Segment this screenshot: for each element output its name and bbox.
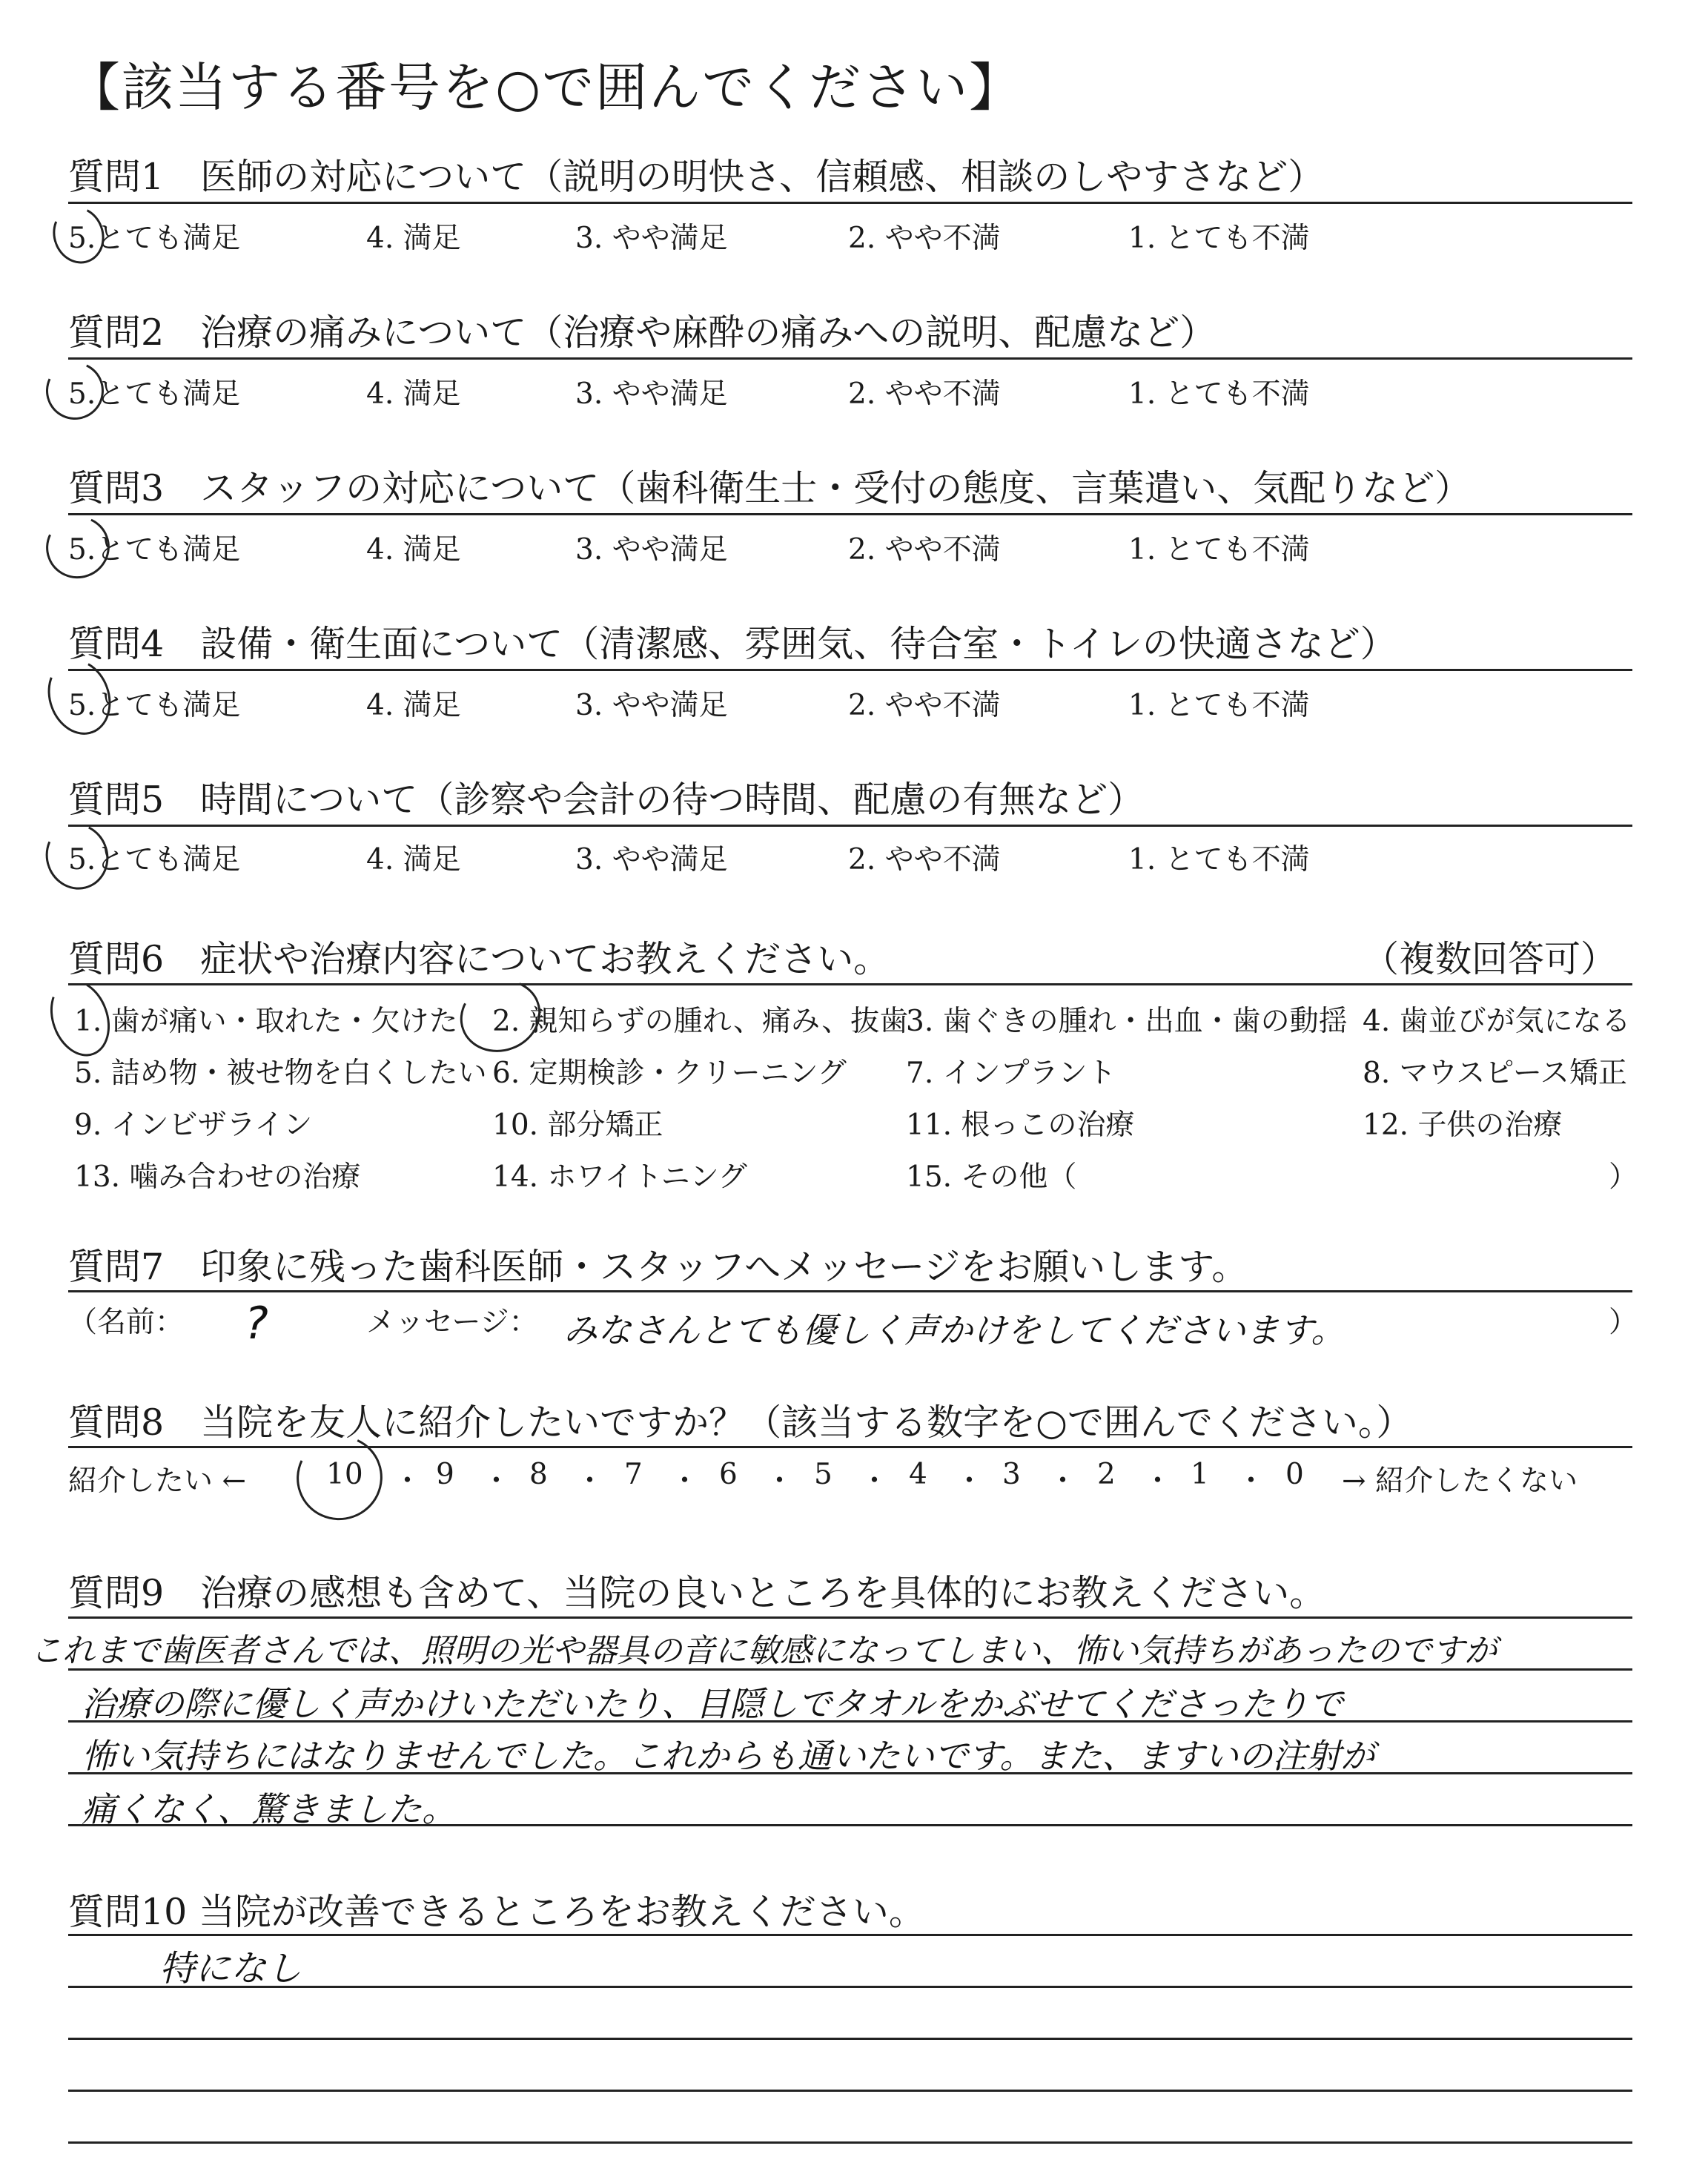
- score-5[interactable]: 5: [814, 1458, 833, 1491]
- other-close-paren: ）: [1609, 1160, 1638, 1194]
- divider: [68, 357, 1632, 360]
- not-recommend-label: → 紹介したくない: [1342, 1464, 1578, 1498]
- option-1[interactable]: 1. とても不満: [1128, 843, 1310, 876]
- option-3[interactable]: 3. やや満足: [575, 689, 728, 722]
- option-11[interactable]: 11. 根っこの治療: [906, 1109, 1135, 1142]
- dot-separator: ・: [1237, 1464, 1266, 1498]
- selection-circle: [37, 507, 119, 587]
- question-title: 質問2 治療の痛みについて（治療や麻酔の痛みへの説明、配慮など）: [68, 311, 1217, 354]
- option-2[interactable]: 2. やや不満: [848, 689, 1001, 722]
- option-15[interactable]: 15. その他（: [906, 1160, 1077, 1194]
- writing-line: [68, 2141, 1632, 2144]
- question-title: 質問1 医師の対応について（説明の明快さ、信頼感、相談のしやすさなど）: [68, 156, 1325, 198]
- question-title: 質問4 設備・衛生面について（清潔感、雰囲気、待合室・トイレの快適さなど）: [68, 623, 1397, 665]
- divider: [68, 669, 1632, 671]
- writing-line: [68, 1986, 1632, 1988]
- option-4[interactable]: 4. 満足: [366, 222, 461, 255]
- score-4[interactable]: 4: [909, 1458, 927, 1491]
- question-title: 質問9 治療の感想も含めて、当院の良いところを具体的にお教えください。: [68, 1572, 1326, 1614]
- option-12[interactable]: 12. 子供の治療: [1363, 1109, 1563, 1142]
- option-4[interactable]: 4. 満足: [366, 533, 461, 567]
- divider: [68, 513, 1632, 515]
- score-8[interactable]: 8: [529, 1458, 548, 1491]
- option-3[interactable]: 3. やや満足: [575, 533, 728, 567]
- name-label: （名前：: [68, 1306, 185, 1339]
- question-title: 質問6 症状や治療内容についてお教えください。: [68, 938, 890, 980]
- option-5[interactable]: 5.とても満足: [68, 689, 241, 722]
- message-label: メッセージ：: [366, 1306, 538, 1339]
- multiple-answer-note: （複数回答可）: [1363, 938, 1618, 980]
- score-6[interactable]: 6: [719, 1458, 738, 1491]
- option-8[interactable]: 8. マウスピース矯正: [1363, 1057, 1627, 1090]
- selection-circle: [36, 814, 118, 898]
- selection-circle: [45, 199, 113, 271]
- recommend-label: 紹介したい ←: [68, 1464, 247, 1498]
- score-1[interactable]: 1: [1191, 1458, 1209, 1491]
- option-1[interactable]: 1. とても不満: [1128, 377, 1310, 411]
- divider: [68, 1934, 1632, 1936]
- divider: [68, 1446, 1632, 1448]
- question-title: 質問8 当院を友人に紹介したいですか？（該当する数字を○で囲んでください。）: [68, 1401, 1413, 1444]
- answer-line-3[interactable]: 怖い気持ちにはなりませんでした。これからも通いたいです。また、ますいの注射が: [82, 1736, 1375, 1776]
- option-3[interactable]: 3. やや満足: [575, 377, 728, 411]
- selection-circle: [38, 354, 112, 428]
- option-4[interactable]: 4. 満足: [366, 377, 461, 411]
- question-title: 質問10 当院が改善できるところをお教えください。: [68, 1891, 925, 1933]
- option-3[interactable]: 3. 歯ぐきの腫れ・出血・歯の動揺: [906, 1005, 1348, 1038]
- option-1[interactable]: 1. とても不満: [1128, 222, 1310, 255]
- option-4[interactable]: 4. 満足: [366, 689, 461, 722]
- score-9[interactable]: 9: [436, 1458, 454, 1491]
- dot-separator: ・: [765, 1464, 795, 1498]
- option-5[interactable]: 5.とても満足: [68, 533, 241, 567]
- score-10[interactable]: 10: [326, 1458, 363, 1491]
- option-2[interactable]: 2. やや不満: [848, 843, 1001, 876]
- score-0[interactable]: 0: [1285, 1458, 1304, 1491]
- option-7[interactable]: 7. インプラント: [906, 1057, 1116, 1090]
- score-3[interactable]: 3: [1002, 1458, 1021, 1491]
- answer-line-4[interactable]: 痛くなく、驚きました。: [82, 1789, 457, 1829]
- dot-separator: ・: [955, 1464, 984, 1498]
- question-title: 質問3 スタッフの対応について（歯科衛生士・受付の態度、言葉遣い、気配りなど）: [68, 467, 1472, 509]
- option-3[interactable]: 3. やや満足: [575, 843, 728, 876]
- score-7[interactable]: 7: [624, 1458, 643, 1491]
- option-5[interactable]: 5. 詰め物・被せ物を白くしたい: [74, 1057, 487, 1090]
- message-value[interactable]: みなさんとても優しく声かけをしてくださいます。: [563, 1310, 1345, 1350]
- question-title: 質問5 時間について（診察や会計の待つ時間、配慮の有無など）: [68, 779, 1145, 821]
- option-4[interactable]: 4. 満足: [366, 843, 461, 876]
- option-6[interactable]: 6. 定期検診・クリーニング: [492, 1057, 847, 1090]
- option-2[interactable]: 2. やや不満: [848, 533, 1001, 567]
- dot-separator: ・: [860, 1464, 890, 1498]
- option-1[interactable]: 1. とても不満: [1128, 533, 1310, 567]
- writing-line: [68, 2090, 1632, 2092]
- divider: [68, 1616, 1632, 1619]
- option-1[interactable]: 1. 歯が痛い・取れた・欠けた: [74, 1005, 458, 1038]
- dot-separator: ・: [1048, 1464, 1078, 1498]
- writing-line: [68, 2038, 1632, 2040]
- dot-separator: ・: [670, 1464, 700, 1498]
- dot-separator: ・: [575, 1464, 605, 1498]
- option-2[interactable]: 2. 親知らずの腫れ、痛み、抜歯: [492, 1005, 909, 1038]
- name-value[interactable]: ?: [245, 1298, 268, 1350]
- option-2[interactable]: 2. やや不満: [848, 377, 1001, 411]
- dot-separator: ・: [1143, 1464, 1173, 1498]
- divider: [68, 983, 1632, 985]
- divider: [68, 825, 1632, 827]
- option-10[interactable]: 10. 部分矯正: [492, 1109, 663, 1142]
- option-3[interactable]: 3. やや満足: [575, 222, 728, 255]
- answer-line-2[interactable]: 治療の際に優しく声かけいただいたり、目隠しでタオルをかぶせてくださったりで: [82, 1684, 1343, 1724]
- divider: [68, 1290, 1632, 1292]
- answer-line-1[interactable]: これまで歯医者さんでは、照明の光や器具の音に敏感になってしまい、怖い気持ちがあったのですが: [30, 1632, 1497, 1670]
- answer[interactable]: 特になし: [159, 1948, 302, 1989]
- page-title: 【該当する番号を○で囲んでください】: [68, 57, 1023, 118]
- option-9[interactable]: 9. インビザライン: [74, 1109, 313, 1142]
- option-1[interactable]: 1. とても不満: [1128, 689, 1310, 722]
- option-2[interactable]: 2. やや不満: [848, 222, 1001, 255]
- option-14[interactable]: 14. ホワイトニング: [492, 1160, 747, 1194]
- divider: [68, 202, 1632, 204]
- option-5[interactable]: 5.とても満足: [68, 377, 241, 411]
- close-paren: ）: [1609, 1306, 1638, 1339]
- option-5[interactable]: 5.とても満足: [68, 843, 241, 876]
- option-4[interactable]: 4. 歯並びが気になる: [1363, 1005, 1631, 1038]
- option-5[interactable]: 5.とても満足: [68, 222, 241, 255]
- option-13[interactable]: 13. 噛み合わせの治療: [74, 1160, 361, 1194]
- dot-separator: ・: [482, 1464, 512, 1498]
- question-title: 質問7 印象に残った歯科医師・スタッフへメッセージをお願いします。: [68, 1246, 1248, 1288]
- score-2[interactable]: 2: [1097, 1458, 1116, 1491]
- dot-separator: ・: [393, 1464, 423, 1498]
